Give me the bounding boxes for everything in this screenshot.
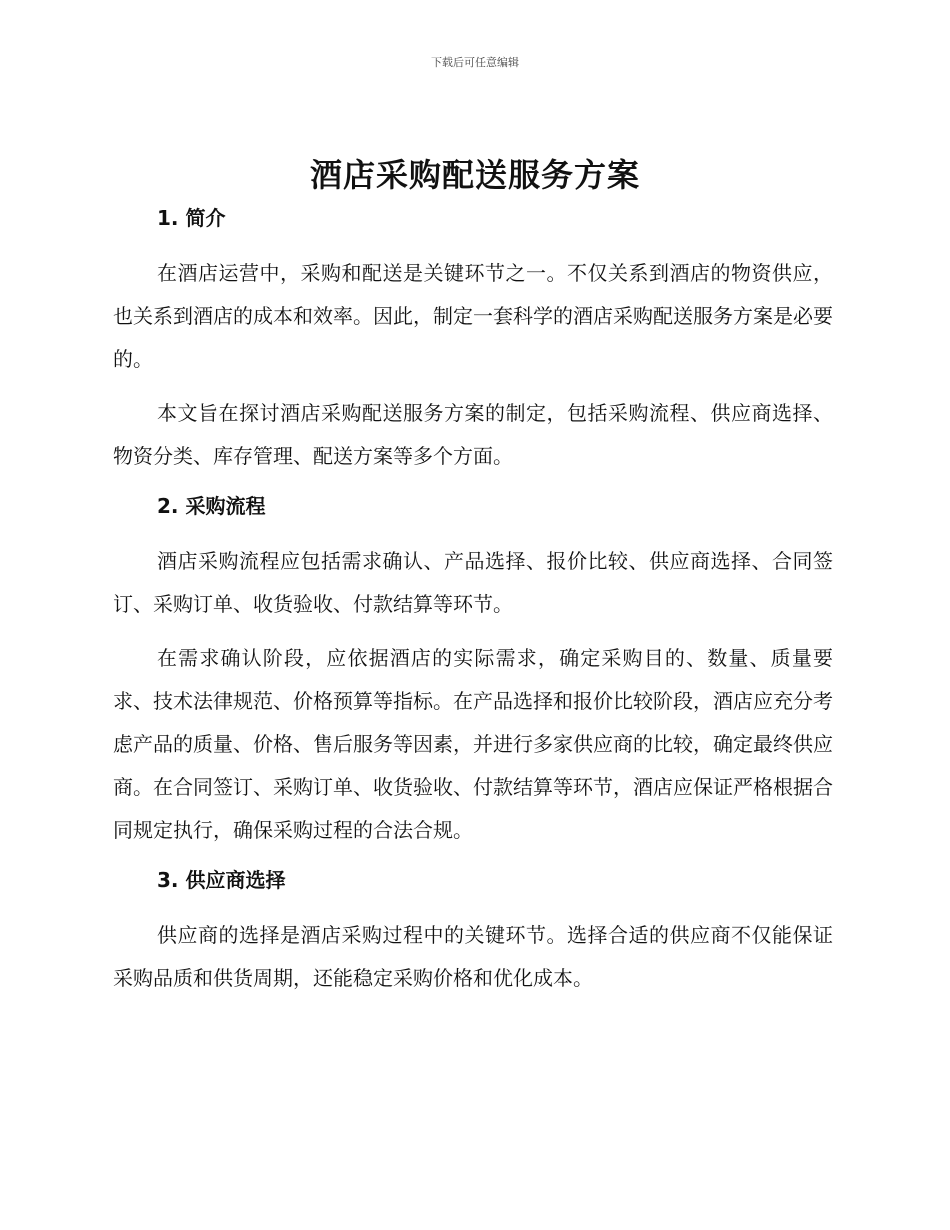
section-heading-supplier: 3. 供应商选择 [157, 868, 286, 892]
document-body [113, 200, 833, 1000]
section-heading-procurement: 2. 采购流程 [157, 494, 266, 518]
paragraph: 供应商的选择是酒店采购过程中的关键环节。选择合适的供应商不仅能保证采购品质和供货周期，还能稳定采购价格和优化成本。 [113, 923, 833, 990]
paragraph: 在需求确认阶段，应依据酒店的实际需求，确定采购目的、数量、质量要求、技术法律规范、价格预算等指标。在产品选择和报价比较阶段，酒店应充分考虑产品的质量、价格、售后服务等因素，并进行多家供应商的比较，确定最终供应商。在合同签订、采购订单、收货验收、付款结算等环节，酒店应保证严格根据合同规定执行，确保采购过程的合法合规。 [113, 646, 833, 842]
section-heading-intro: 1. 简介 [157, 206, 226, 230]
header-note: 下载后可任意编辑 [431, 56, 519, 69]
paragraph: 本文旨在探讨酒店采购配送服务方案的制定，包括采购流程、供应商选择、物资分类、库存管理、配送方案等多个方面。 [113, 401, 833, 468]
paragraph: 在酒店运营中，采购和配送是关键环节之一。不仅关系到酒店的物资供应，也关系到酒店的成本和效率。因此，制定一套科学的酒店采购配送服务方案是必要的。 [113, 261, 833, 371]
paragraph: 酒店采购流程应包括需求确认、产品选择、报价比较、供应商选择、合同签订、采购订单、收货验收、付款结算等环节。 [113, 549, 833, 616]
document-title: 酒店采购配送服务方案 [309, 156, 640, 194]
